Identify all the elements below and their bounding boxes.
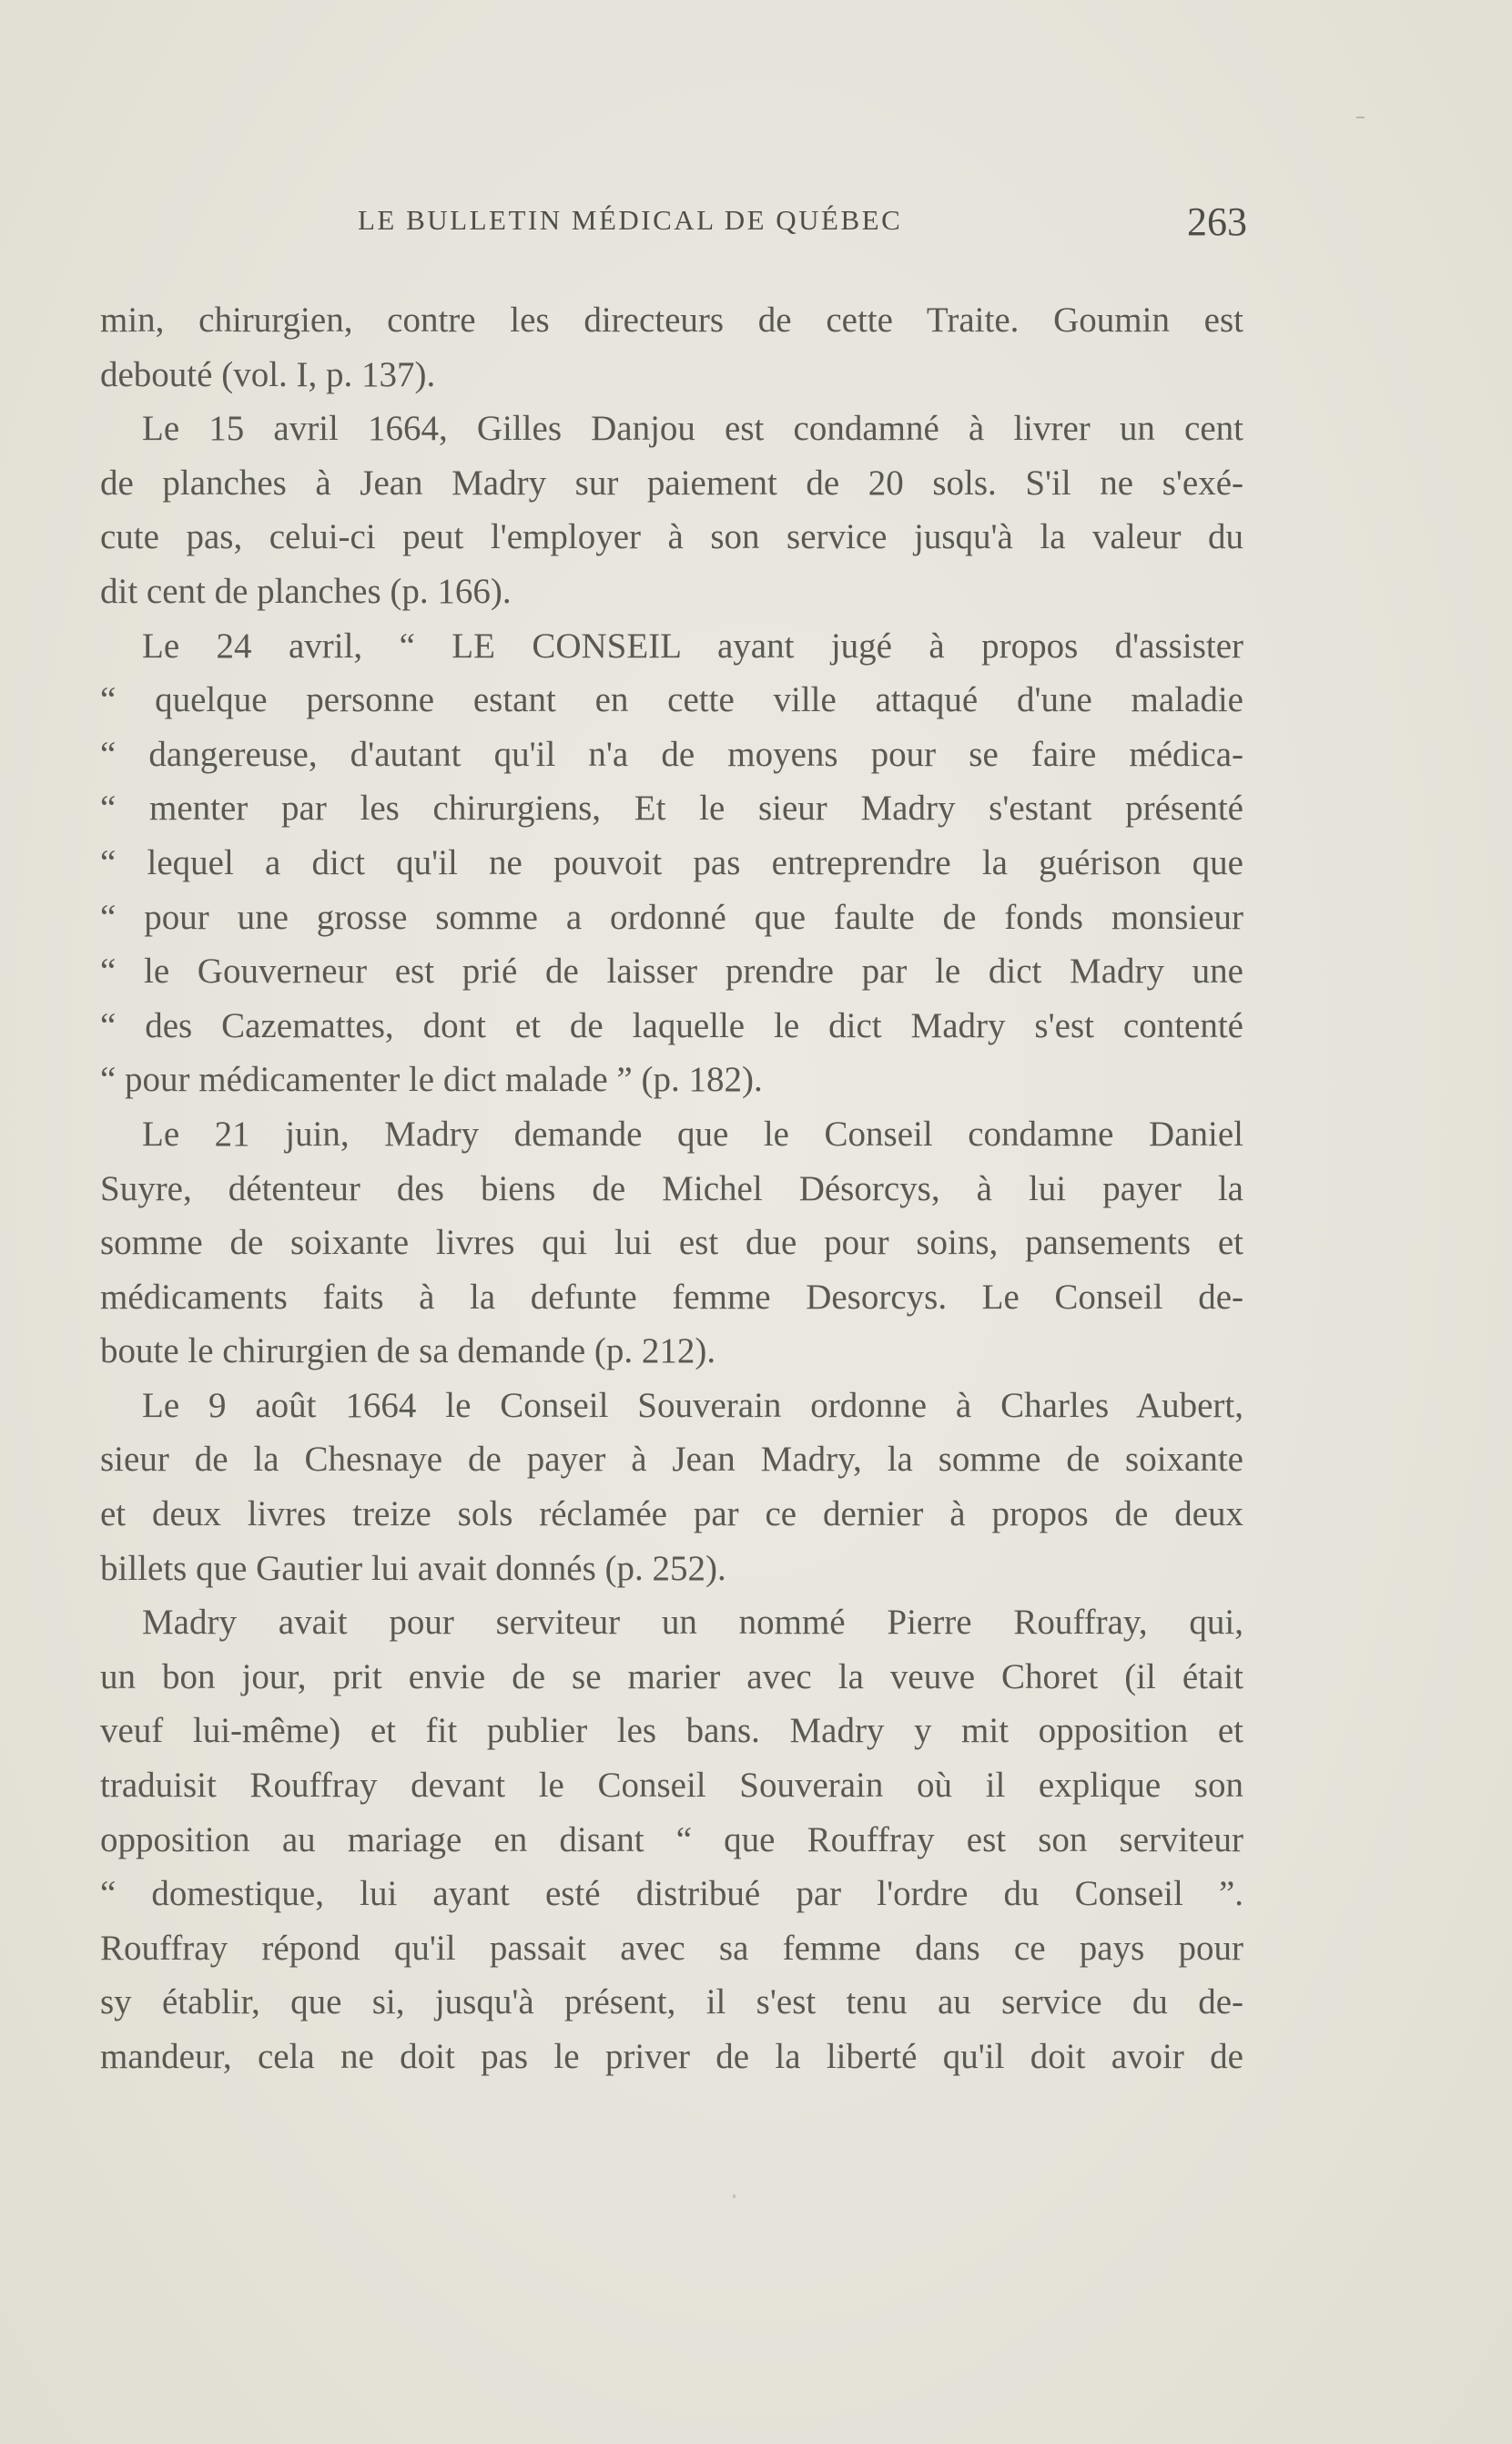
page-header [100, 199, 1247, 244]
text-line: Suyre, détenteur des biens de Michel Désorcys, à lui payer la [100, 1168, 1243, 1208]
text-line: sieur de la Chesnaye de payer à Jean Madry, la somme de soixante [100, 1440, 1243, 1480]
text-line: Rouffray répond qu'il passait avec sa femme dans ce pays pour [100, 1928, 1243, 1968]
text-line: somme de soixante livres qui lui est due pour soins, pansements et [100, 1223, 1243, 1263]
text-line: min, chirurgien, contre les directeurs de cette Traite. Goumin est [100, 300, 1243, 340]
text-line: debouté (vol. I, p. 137). [100, 354, 436, 394]
text-line: Le 24 avril, “ LE CONSEIL ayant jugé à propos d'assister [142, 626, 1243, 666]
text-line: Madry avait pour serviteur un nommé Pierre Rouffray, qui, [142, 1603, 1243, 1643]
text-line: “ pour médicamenter le dict malade ” (p. 182). [100, 1060, 763, 1100]
print-speck [733, 2195, 736, 2198]
text-line: Le 21 juin, Madry demande que le Conseil condamne Daniel [142, 1114, 1243, 1154]
text-line: “ lequel a dict qu'il ne pouvoit pas entreprendre la guérison que [100, 842, 1243, 882]
text-line: médicaments faits à la defunte femme Desorcys. Le Conseil de- [100, 1277, 1243, 1317]
text-line: “ quelque personne estant en cette ville attaqué d'une maladie [100, 680, 1243, 720]
text-line: “ pour une grosse somme a ordonné que faulte de fonds monsieur [100, 897, 1243, 937]
text-line: de planches à Jean Madry sur paiement de 20 sols. S'il ne s'exé- [100, 463, 1243, 503]
text-line: mandeur, cela ne doit pas le priver de la liberté qu'il doit avoir de [100, 2037, 1243, 2076]
text-line: cute pas, celui-ci peut l'employer à son service jusqu'à la valeur du [100, 517, 1243, 557]
text-line: veuf lui-même) et fit publier les bans. Madry y mit opposition et [100, 1711, 1243, 1751]
print-mark [1356, 117, 1365, 118]
text-line: et deux livres treize sols réclamée par ce dernier à propos de deux [100, 1494, 1243, 1534]
text-line: Le 9 août 1664 le Conseil Souverain ordonne à Charles Aubert, [142, 1385, 1243, 1425]
text-line: Le 15 avril 1664, Gilles Danjou est condamné à livrer un cent [142, 409, 1243, 449]
text-line: “ le Gouverneur est prié de laisser prendre par le dict Madry une [100, 952, 1243, 992]
text-line: “ menter par les chirurgiens, Et le sieur Madry s'estant présenté [100, 789, 1243, 829]
text-line: opposition au mariage en disant “ que Rouffray est son serviteur [100, 1819, 1243, 1859]
text-line: dit cent de planches (p. 166). [100, 571, 512, 611]
text-line: sy établir, que si, jusqu'à présent, il s'est tenu au service du de- [100, 1982, 1243, 2022]
text-line: “ dangereuse, d'autant qu'il n'a de moyens pour se faire médica- [100, 734, 1243, 774]
page-number: 263 [1187, 199, 1247, 244]
text-line: billets que Gautier lui avait donnés (p. 252). [100, 1548, 726, 1588]
body-text [100, 293, 1243, 2084]
text-line: “ des Cazemattes, dont et de laquelle le dict Madry s'est contenté [100, 1005, 1243, 1045]
text-line: “ domestique, lui ayant esté distribué par l'ordre du Conseil ”. [100, 1874, 1243, 1914]
text-line: boute le chirurgien de sa demande (p. 212). [100, 1331, 716, 1371]
text-line: traduisit Rouffray devant le Conseil Souverain où il explique son [100, 1766, 1243, 1806]
running-head: LE BULLETIN MÉDICAL DE QUÉBEC [358, 204, 903, 236]
text-line: un bon jour, prit envie de se marier avec la veuve Choret (il était [100, 1656, 1243, 1696]
